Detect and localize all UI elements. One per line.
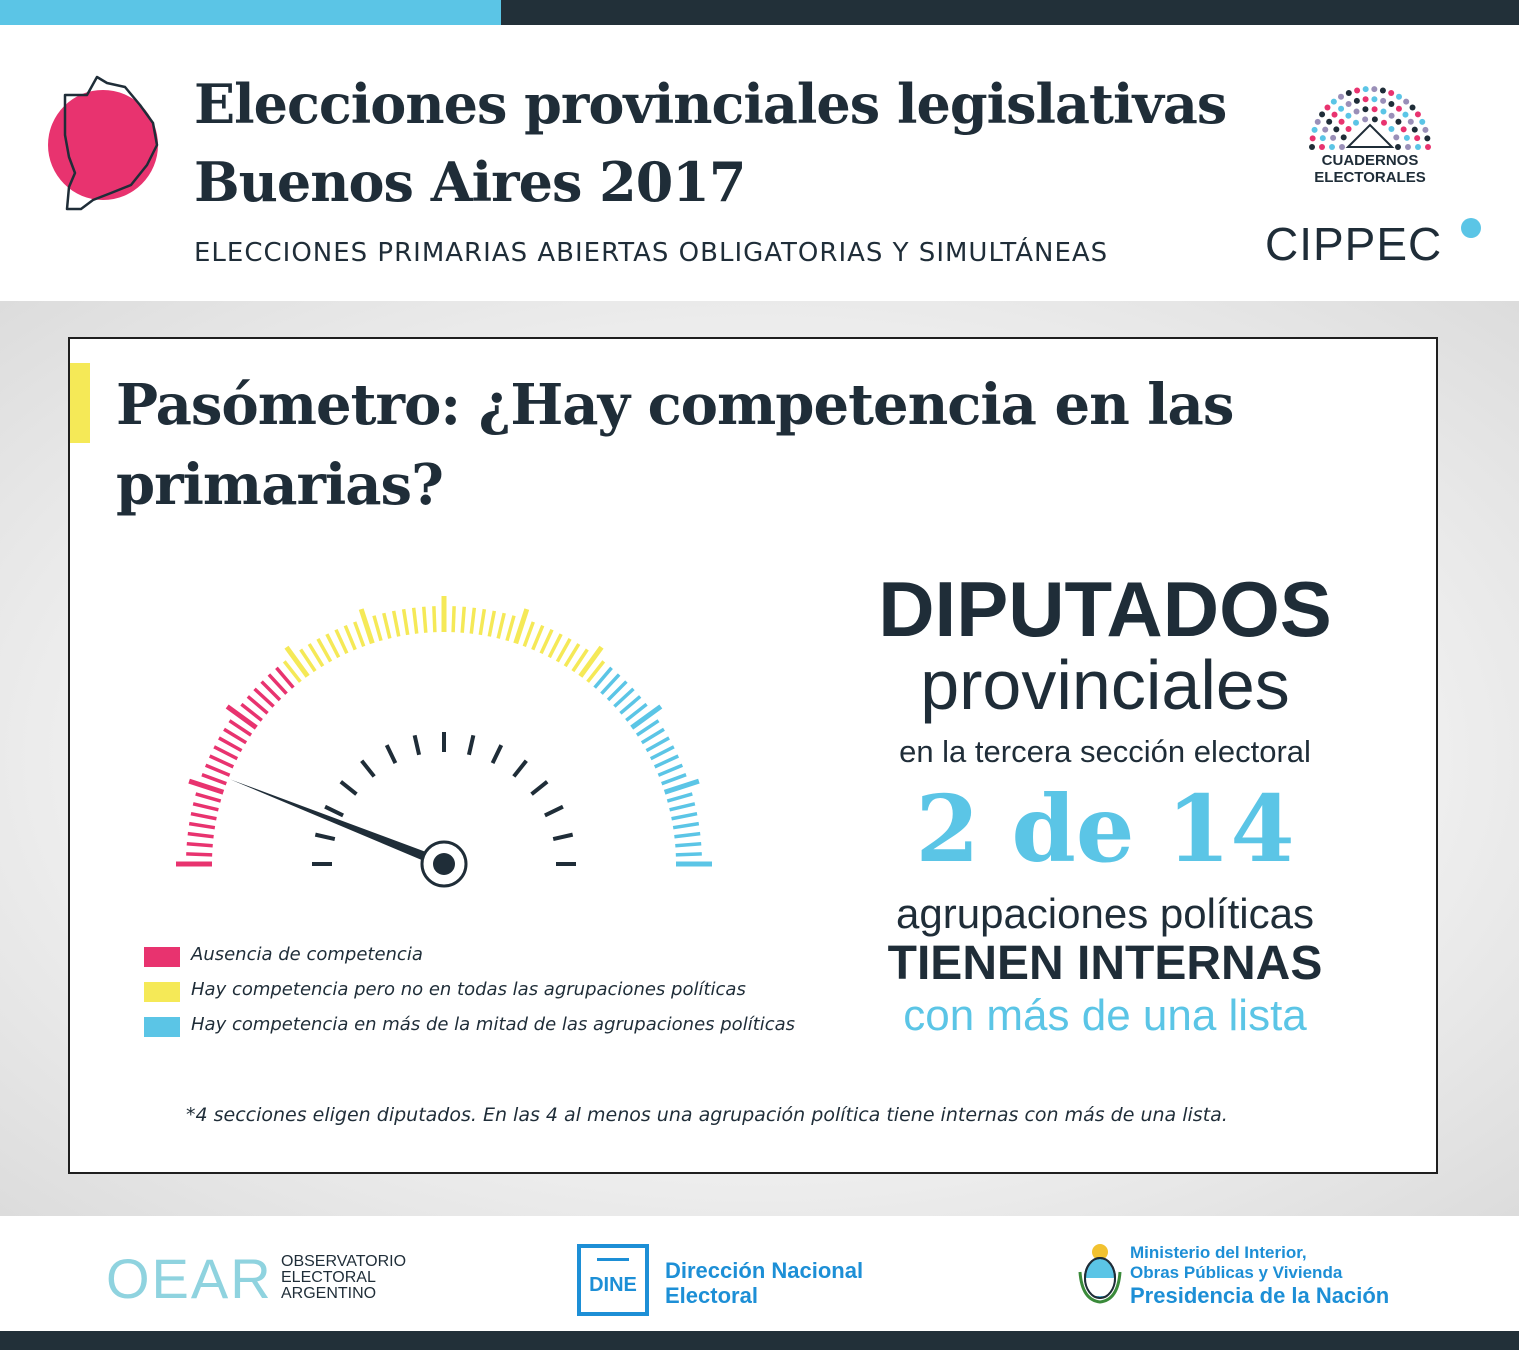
parliament-seat-dot <box>1372 106 1378 112</box>
gauge-outer-tick <box>651 747 674 759</box>
parliament-seat-dot <box>1401 126 1407 132</box>
gauge-outer-tick <box>453 606 454 632</box>
parliament-seat-dot <box>1339 119 1345 125</box>
gauge-inner-tick <box>553 835 572 839</box>
gauge-outer-tick <box>549 634 561 657</box>
gauge-outer-tick <box>189 824 215 828</box>
buenos-aires-map-icon <box>45 75 165 215</box>
gauge-inner-tick <box>493 745 502 763</box>
top-bar-accent <box>0 0 501 25</box>
main-card <box>68 337 1438 1174</box>
oear-logo-line2: ELECTORAL <box>281 1269 376 1286</box>
gauge-outer-tick <box>187 844 213 846</box>
parliament-seat-dot <box>1331 99 1337 105</box>
gauge-inner-tick <box>315 835 334 839</box>
gauge-outer-tick <box>210 756 234 767</box>
parliament-seat-dot <box>1419 119 1425 125</box>
parliament-seat-dot <box>1403 99 1409 105</box>
result-line6: TIENEN INTERNAS <box>887 937 1323 990</box>
gauge-outer-tick <box>327 634 339 657</box>
gauge-outer-tick <box>193 804 218 810</box>
gauge-outer-tick <box>673 824 699 828</box>
parliament-seat-dot <box>1424 135 1430 141</box>
parliament-seat-dot <box>1422 127 1428 133</box>
oear-logo-line3: ARGENTINO <box>281 1285 377 1302</box>
gauge-outer-tick <box>662 775 686 784</box>
parliament-seat-dot <box>1415 144 1421 150</box>
parliament-seat-dot <box>1371 86 1377 92</box>
dine-logo-rule <box>597 1258 629 1261</box>
legend-swatch-blue <box>144 1017 180 1037</box>
gauge-outer-tick <box>674 834 700 837</box>
parliament-seat-dot <box>1389 113 1395 119</box>
ministerio-line1: Ministerio del Interior, <box>1130 1243 1307 1262</box>
parliament-triangle <box>1348 125 1392 147</box>
gauge-inner-tick <box>532 782 548 794</box>
parliament-seat-dot <box>1320 135 1326 141</box>
cuadernos-electorales-logo <box>1305 85 1435 155</box>
gauge-outer-tick <box>658 765 682 775</box>
parliament-seat-dot <box>1372 116 1378 122</box>
parliament-seat-dot <box>1319 144 1325 150</box>
parliament-seat-dot <box>1408 119 1414 125</box>
parliament-seat-dot <box>1405 144 1411 150</box>
parliament-seat-dot <box>1338 106 1344 112</box>
parliament-seat-dot <box>1354 108 1360 114</box>
gauge-outer-tick <box>632 706 661 727</box>
result-section: en la tercera sección electoral <box>899 734 1311 769</box>
header <box>0 25 1519 301</box>
parliament-seat-dot <box>1310 135 1316 141</box>
bottom-bar <box>0 1331 1519 1350</box>
gauge-outer-tick <box>489 611 494 637</box>
gauge-inner-tick <box>514 761 526 777</box>
parliament-seat-dot <box>1371 96 1377 102</box>
parliament-seat-dot <box>1395 119 1401 125</box>
oear-logo-line1: OBSERVATORIO <box>281 1253 407 1270</box>
gauge-outer-tick <box>355 622 364 646</box>
parliament-seat-dot <box>1388 90 1394 96</box>
parliament-seat-dot <box>1425 144 1431 150</box>
parliament-seat-dot <box>1381 120 1387 126</box>
gauge-outer-tick <box>676 854 702 855</box>
parliament-seat-dot <box>1353 120 1359 126</box>
gauge-outer-tick <box>498 613 504 638</box>
gauge-outer-tick <box>196 794 221 801</box>
parliament-seat-dot <box>1329 144 1335 150</box>
gauge-outer-tick <box>462 607 464 633</box>
gauge-outer-tick <box>404 609 408 635</box>
gauge-outer-tick <box>665 781 699 792</box>
cippec-badge-icon <box>1460 217 1482 239</box>
gauge-outer-tick <box>516 609 527 643</box>
gauge-inner-tick <box>341 782 357 794</box>
legend-label: Ausencia de competencia <box>191 944 423 965</box>
result-subheading: provinciales <box>920 646 1290 724</box>
gauge-outer-tick <box>191 814 217 819</box>
gauge-inner-tick <box>325 807 343 816</box>
parliament-seat-dot <box>1345 113 1351 119</box>
parliament-seat-dot <box>1388 101 1394 107</box>
ministerio-line3: Presidencia de la Nación <box>1130 1283 1390 1308</box>
parliament-seat-dot <box>1395 144 1401 150</box>
gauge-outer-tick <box>507 616 514 641</box>
gauge-outer-tick <box>186 854 212 855</box>
parliament-seat-dot <box>1312 127 1318 133</box>
cuadernos-logo-line2: ELECTORALES <box>1314 169 1426 186</box>
parliament-seat-dot <box>1309 144 1315 150</box>
parliament-seat-dot <box>1412 127 1418 133</box>
parliament-seat-dot <box>1388 126 1394 132</box>
gauge-outer-tick <box>424 607 426 633</box>
parliament-seat-dot <box>1354 87 1360 93</box>
parliament-seat-dot <box>1354 98 1360 104</box>
cuadernos-logo-line1: CUADERNOS <box>1321 152 1419 169</box>
result-line7: con más de una lista <box>903 991 1307 1040</box>
oear-logo-mark: OEAR <box>106 1247 273 1310</box>
gauge-outer-tick <box>361 609 372 643</box>
gauge-outer-tick <box>202 775 226 784</box>
result-line5: agrupaciones políticas <box>896 890 1314 937</box>
gauge-outer-tick <box>655 756 679 767</box>
gauge-outer-tick <box>214 747 237 759</box>
parliament-seat-dot <box>1324 105 1330 111</box>
top-bar <box>501 0 1519 25</box>
legend-swatch-pink <box>144 947 180 967</box>
gauge-outer-tick <box>206 765 230 775</box>
legend-label: Hay competencia en más de la mitad de las agrupaciones políticas <box>191 1014 796 1035</box>
gauge-hub <box>433 853 455 875</box>
gauge-outer-tick <box>374 616 381 641</box>
parliament-seat-dot <box>1322 127 1328 133</box>
ministerio-line2: Obras Públicas y Vivienda <box>1130 1263 1343 1282</box>
parliament-seat-dot <box>1363 86 1369 92</box>
parliament-seat-dot <box>1315 119 1321 125</box>
dine-logo-box <box>577 1244 649 1316</box>
gauge-inner-tick <box>387 745 396 763</box>
gauge-outer-tick <box>580 647 601 676</box>
gauge-outer-tick <box>524 622 533 646</box>
gauge-outer-tick <box>336 630 347 654</box>
parliament-seat-dot <box>1332 112 1338 118</box>
parliament-seat-dot <box>1341 134 1347 140</box>
dine-logo-mark: DINE <box>589 1274 637 1296</box>
gauge-outer-tick <box>345 626 355 650</box>
parliament-seat-dot <box>1362 106 1368 112</box>
parliament-seat-dot <box>1319 111 1325 117</box>
dine-line2: Electoral <box>665 1283 758 1308</box>
gauge-outer-tick <box>227 706 256 727</box>
parliament-seat-dot <box>1410 105 1416 111</box>
parliament-seat-dot <box>1339 144 1345 150</box>
parliament-seat-dot <box>1380 87 1386 93</box>
legend-swatch-yellow <box>144 982 180 1002</box>
parliament-seat-dot <box>1338 94 1344 100</box>
gauge-outer-tick <box>670 804 695 810</box>
page-title-line1: Elecciones provinciales legislativas <box>194 72 1227 136</box>
gauge-outer-tick <box>384 613 390 638</box>
parliament-seat-dot <box>1363 96 1369 102</box>
gauge-outer-tick <box>414 608 417 634</box>
gauge-inner-tick <box>415 735 419 754</box>
footnote: *4 secciones eligen diputados. En las 4 al menos una agrupación política tiene internas con más de una lista. <box>186 1104 1228 1126</box>
parliament-seat-dot <box>1362 116 1368 122</box>
gauge-outer-tick <box>533 626 543 650</box>
cippec-logo: CIPPEC <box>1265 218 1443 270</box>
gauge-inner-tick <box>469 735 473 754</box>
gauge-outer-tick <box>394 611 399 637</box>
gauge-outer-tick <box>672 814 698 819</box>
parliament-seat-dot <box>1396 94 1402 100</box>
parliament-seat-dot <box>1326 119 1332 125</box>
gauge-outer-tick <box>667 794 692 801</box>
card-title: Pasómetro: ¿Hay competencia en las primarias? <box>116 372 1234 518</box>
parliament-seat-dot <box>1346 126 1352 132</box>
pasometro-gauge <box>70 339 830 939</box>
parliament-seat-dot <box>1380 98 1386 104</box>
parliament-seat-dot <box>1415 111 1421 117</box>
gauge-outer-tick <box>286 647 307 676</box>
result-count: 2 de 14 <box>915 775 1295 883</box>
national-coat-of-arms-icon <box>1078 1242 1122 1304</box>
gauge-inner-tick <box>545 807 563 816</box>
parliament-seat-dot <box>1333 126 1339 132</box>
gauge-needle <box>230 779 446 868</box>
gauge-outer-tick <box>541 630 552 654</box>
gauge-outer-tick <box>434 606 435 632</box>
parliament-seat-dot <box>1346 101 1352 107</box>
page-title-line2: Buenos Aires 2017 <box>194 150 746 214</box>
result-heading: DIPUTADOS <box>878 565 1332 653</box>
gauge-outer-tick <box>189 781 223 792</box>
gauge-outer-tick <box>188 834 214 837</box>
parliament-seat-dot <box>1380 108 1386 114</box>
dine-line1: Dirección Nacional <box>665 1258 864 1283</box>
page-subtitle: ELECCIONES PRIMARIAS ABIERTAS OBLIGATORIAS Y SIMULTÁNEAS <box>194 238 1109 268</box>
parliament-seat-dot <box>1346 90 1352 96</box>
parliament-seat-dot <box>1393 134 1399 140</box>
gauge-outer-tick <box>480 609 484 635</box>
parliament-seat-dot <box>1396 106 1402 112</box>
parliament-seat-dot <box>1330 135 1336 141</box>
legend-label: Hay competencia pero no en todas las agrupaciones políticas <box>191 979 746 1000</box>
gauge-outer-tick <box>675 844 701 846</box>
parliament-seat-dot <box>1414 135 1420 141</box>
footer <box>0 1216 1519 1331</box>
parliament-seat-dot <box>1402 112 1408 118</box>
gauge-inner-tick <box>362 761 374 777</box>
gauge-outer-tick <box>471 608 474 634</box>
parliament-seat-dot <box>1404 135 1410 141</box>
